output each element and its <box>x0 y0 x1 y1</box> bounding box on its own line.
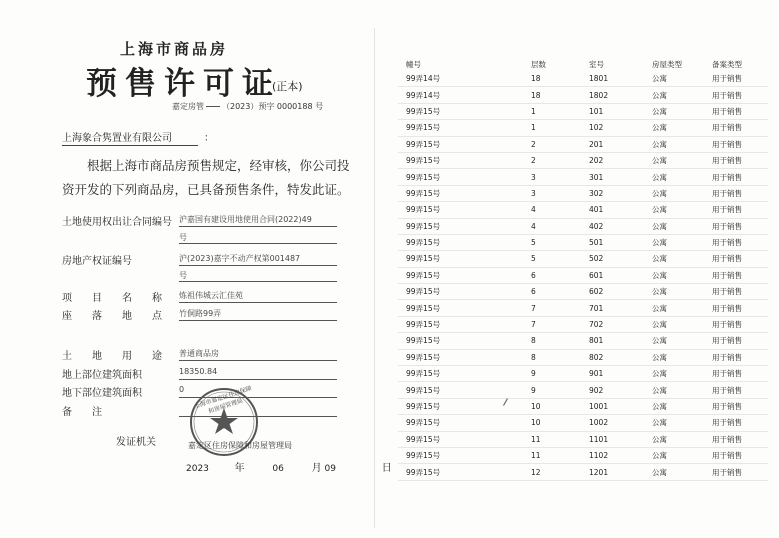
cell-filing-type: 用于销售 <box>712 300 768 316</box>
cell-house-type: 公寓 <box>652 185 712 201</box>
cell-building: 99弄15号 <box>398 267 531 283</box>
table-row <box>398 218 768 234</box>
cell-house-type: 公寓 <box>652 333 712 349</box>
table-row <box>398 382 768 398</box>
field-value-project-name: 炼祖伟城云汇佳苑 <box>179 290 337 303</box>
cell-floors: 1 <box>531 103 589 119</box>
table-row <box>398 103 768 119</box>
cell-floors: 3 <box>531 169 589 185</box>
cell-room: 401 <box>589 202 652 218</box>
cell-floors: 6 <box>531 284 589 300</box>
cell-floors: 12 <box>531 464 589 480</box>
header-room: 室号 <box>589 60 604 69</box>
cell-building: 99弄15号 <box>398 284 531 300</box>
table-row <box>398 202 768 218</box>
units-table-body <box>398 71 768 480</box>
cell-house-type: 公寓 <box>652 447 712 463</box>
cell-house-type: 公寓 <box>652 136 712 152</box>
cell-house-type: 公寓 <box>652 464 712 480</box>
table-row <box>398 120 768 136</box>
table-row <box>398 284 768 300</box>
cell-building: 99弄15号 <box>398 366 531 382</box>
cell-house-type: 公寓 <box>652 120 712 136</box>
field-label-remarks: 备 注 <box>62 407 102 418</box>
cell-filing-type: 用于销售 <box>712 382 768 398</box>
cell-filing-type: 用于销售 <box>712 447 768 463</box>
cell-floors: 11 <box>531 431 589 447</box>
cell-filing-type: 用于销售 <box>712 366 768 382</box>
cell-floors: 10 <box>531 398 589 414</box>
units-table-header <box>398 58 768 71</box>
date-year: 2023 <box>186 464 209 474</box>
cell-floors: 7 <box>531 316 589 332</box>
cell-building: 99弄15号 <box>398 415 531 431</box>
date-year-label: 年 <box>234 463 245 474</box>
cell-building: 99弄15号 <box>398 382 531 398</box>
cell-house-type: 公寓 <box>652 398 712 414</box>
seal-text: 上海市嘉定区住房保障和房屋管理局 <box>193 385 253 416</box>
cell-filing-type: 用于销售 <box>712 218 768 234</box>
cell-room: 902 <box>589 382 652 398</box>
cell-building: 99弄15号 <box>398 431 531 447</box>
cell-room: 601 <box>589 267 652 283</box>
cell-filing-type: 用于销售 <box>712 415 768 431</box>
certificate-title-suffix: (正本) <box>272 80 303 93</box>
field-label-location: 座 落 地 点 <box>62 311 162 322</box>
table-row <box>398 251 768 267</box>
cell-room: 301 <box>589 169 652 185</box>
cell-filing-type: 用于销售 <box>712 136 768 152</box>
cell-filing-type: 用于销售 <box>712 398 768 414</box>
cell-filing-type: 用于销售 <box>712 267 768 283</box>
units-table <box>398 58 768 481</box>
field-value-property-cert: 沪(2023)嘉字不动产权第001487 <box>179 253 337 266</box>
issuer-label: 发证机关 <box>116 437 156 448</box>
cell-floors: 11 <box>531 447 589 463</box>
cell-room: 1201 <box>589 464 652 480</box>
header-filing-type: 备案类型 <box>712 60 742 69</box>
cell-floors: 4 <box>531 202 589 218</box>
cell-room: 1001 <box>589 398 652 414</box>
cell-building: 99弄15号 <box>398 218 531 234</box>
cell-room: 1802 <box>589 87 652 103</box>
cell-building: 99弄15号 <box>398 103 531 119</box>
table-row <box>398 152 768 168</box>
date-month: 06 <box>272 464 284 474</box>
cell-building: 99弄15号 <box>398 120 531 136</box>
field-cont-property-cert: 号 <box>179 270 337 282</box>
number-district: 嘉定房管 <box>172 102 204 111</box>
cell-room: 302 <box>589 185 652 201</box>
cell-house-type: 公寓 <box>652 267 712 283</box>
field-label-land-use: 土 地 用 途 <box>62 351 162 362</box>
table-row <box>398 447 768 463</box>
cell-building: 99弄15号 <box>398 152 531 168</box>
cell-floors: 5 <box>531 234 589 250</box>
cell-floors: 7 <box>531 300 589 316</box>
cell-building: 99弄15号 <box>398 202 531 218</box>
cell-floors: 18 <box>531 87 589 103</box>
cell-floors: 2 <box>531 152 589 168</box>
cell-room: 602 <box>589 284 652 300</box>
cell-filing-type: 用于销售 <box>712 284 768 300</box>
number-suffix: 号 <box>315 102 324 111</box>
permit-statement: 根据上海市商品房预售规定，经审核，你公司投资开发的下列商品房，已具备预售条件，特发此证。 <box>62 158 350 197</box>
table-row <box>398 366 768 382</box>
cell-house-type: 公寓 <box>652 431 712 447</box>
table-row <box>398 349 768 365</box>
cell-filing-type: 用于销售 <box>712 316 768 332</box>
cell-room: 202 <box>589 152 652 168</box>
cell-floors: 3 <box>531 185 589 201</box>
cell-building: 99弄15号 <box>398 398 531 414</box>
number-serial: 0000188 <box>276 102 313 111</box>
certificate-header: 上海市商品房 <box>120 40 229 58</box>
table-row <box>398 316 768 332</box>
cell-room: 901 <box>589 366 652 382</box>
cell-building: 99弄15号 <box>398 349 531 365</box>
cell-floors: 8 <box>531 349 589 365</box>
table-row <box>398 464 768 480</box>
cell-floors: 10 <box>531 415 589 431</box>
cell-filing-type: 用于销售 <box>712 185 768 201</box>
field-label-underground-area: 地下部位建筑面积 <box>62 388 142 399</box>
cell-room: 102 <box>589 120 652 136</box>
center-fold <box>374 28 375 528</box>
cell-room: 501 <box>589 234 652 250</box>
field-label-land-contract: 土地使用权出让合同编号 <box>62 217 172 228</box>
cell-filing-type: 用于销售 <box>712 349 768 365</box>
cell-filing-type: 用于销售 <box>712 251 768 267</box>
cell-filing-type: 用于销售 <box>712 152 768 168</box>
cell-house-type: 公寓 <box>652 251 712 267</box>
header-house-type: 房屋类型 <box>652 60 682 69</box>
cell-room: 802 <box>589 349 652 365</box>
field-label-above-ground-area: 地上部位建筑面积 <box>62 370 142 381</box>
table-row <box>398 87 768 103</box>
cell-filing-type: 用于销售 <box>712 169 768 185</box>
field-label-project-name: 项 目 名 称 <box>62 293 162 304</box>
table-row <box>398 136 768 152</box>
cell-room: 701 <box>589 300 652 316</box>
cell-house-type: 公寓 <box>652 382 712 398</box>
cell-filing-type: 用于销售 <box>712 431 768 447</box>
cell-house-type: 公寓 <box>652 316 712 332</box>
cell-building: 99弄15号 <box>398 316 531 332</box>
cell-building: 99弄14号 <box>398 87 531 103</box>
cell-building: 99弄15号 <box>398 447 531 463</box>
cell-filing-type: 用于销售 <box>712 87 768 103</box>
table-row <box>398 169 768 185</box>
table-row <box>398 431 768 447</box>
field-value-underground-area: 0 <box>179 385 337 398</box>
cell-floors: 5 <box>531 251 589 267</box>
cell-building: 99弄15号 <box>398 185 531 201</box>
cell-building: 99弄15号 <box>398 251 531 267</box>
cell-house-type: 公寓 <box>652 87 712 103</box>
cell-room: 101 <box>589 103 652 119</box>
cell-floors: 2 <box>531 136 589 152</box>
cell-filing-type: 用于销售 <box>712 333 768 349</box>
cell-house-type: 公寓 <box>652 218 712 234</box>
table-row <box>398 415 768 431</box>
table-row <box>398 300 768 316</box>
table-row <box>398 71 768 87</box>
cell-floors: 9 <box>531 382 589 398</box>
table-row <box>398 398 768 414</box>
cell-floors: 9 <box>531 366 589 382</box>
cell-house-type: 公寓 <box>652 152 712 168</box>
cell-room: 1102 <box>589 447 652 463</box>
cell-room: 702 <box>589 316 652 332</box>
table-row <box>398 333 768 349</box>
table-row <box>398 185 768 201</box>
cell-room: 1801 <box>589 71 652 87</box>
date-day: 09 <box>324 464 336 474</box>
cell-floors: 1 <box>531 120 589 136</box>
cell-building: 99弄15号 <box>398 136 531 152</box>
certificate-number <box>172 101 323 112</box>
cell-building: 99弄15号 <box>398 234 531 250</box>
company-colon: ： <box>204 133 214 144</box>
table-row <box>398 234 768 250</box>
cell-filing-type: 用于销售 <box>712 71 768 87</box>
cell-room: 1101 <box>589 431 652 447</box>
cell-building: 99弄15号 <box>398 169 531 185</box>
cell-building: 99弄15号 <box>398 300 531 316</box>
field-value-land-contract: 沪嘉国有建设用地使用合同(2022)49 <box>179 214 337 227</box>
cell-house-type: 公寓 <box>652 349 712 365</box>
cell-house-type: 公寓 <box>652 300 712 316</box>
cell-room: 1002 <box>589 415 652 431</box>
cell-floors: 4 <box>531 218 589 234</box>
field-value-location: 竹侗路99弄 <box>179 308 337 321</box>
cell-building: 99弄15号 <box>398 333 531 349</box>
header-floors: 层数 <box>531 60 546 69</box>
header-building: 幢号 <box>406 60 421 69</box>
cell-floors: 18 <box>531 71 589 87</box>
date-month-label: 月 <box>311 463 322 474</box>
cell-filing-type: 用于销售 <box>712 234 768 250</box>
cell-floors: 8 <box>531 333 589 349</box>
cell-building: 99弄15号 <box>398 464 531 480</box>
cell-room: 801 <box>589 333 652 349</box>
table-row <box>398 267 768 283</box>
cell-house-type: 公寓 <box>652 103 712 119</box>
cell-building: 99弄14号 <box>398 71 531 87</box>
issuer-name: 嘉定区住房保障和房屋管理局 <box>188 441 292 450</box>
cell-house-type: 公寓 <box>652 284 712 300</box>
cell-house-type: 公寓 <box>652 202 712 218</box>
field-cont-land-contract: 号 <box>179 232 337 244</box>
date-day-label: 日 <box>381 463 392 474</box>
cell-house-type: 公寓 <box>652 169 712 185</box>
cell-house-type: 公寓 <box>652 234 712 250</box>
cell-filing-type: 用于销售 <box>712 464 768 480</box>
number-year: （2023） <box>222 102 259 111</box>
issue-date <box>186 459 392 474</box>
cell-house-type: 公寓 <box>652 415 712 431</box>
cell-room: 402 <box>589 218 652 234</box>
field-value-land-use: 普通商品房 <box>179 348 337 361</box>
certificate-title: 预售许可证 <box>86 66 281 102</box>
cell-floors: 6 <box>531 267 589 283</box>
cell-room: 502 <box>589 251 652 267</box>
cell-filing-type: 用于销售 <box>712 103 768 119</box>
cell-house-type: 公寓 <box>652 71 712 87</box>
number-separator <box>206 106 220 107</box>
company-name: 上海象合隽置业有限公司 <box>62 129 198 146</box>
cell-filing-type: 用于销售 <box>712 120 768 136</box>
cell-room: 201 <box>589 136 652 152</box>
number-prefix: 预字 <box>258 102 275 111</box>
cell-house-type: 公寓 <box>652 366 712 382</box>
cell-filing-type: 用于销售 <box>712 202 768 218</box>
field-value-above-ground-area: 18350.84 <box>179 367 337 380</box>
field-label-property-cert: 房地产权证编号 <box>62 256 132 267</box>
